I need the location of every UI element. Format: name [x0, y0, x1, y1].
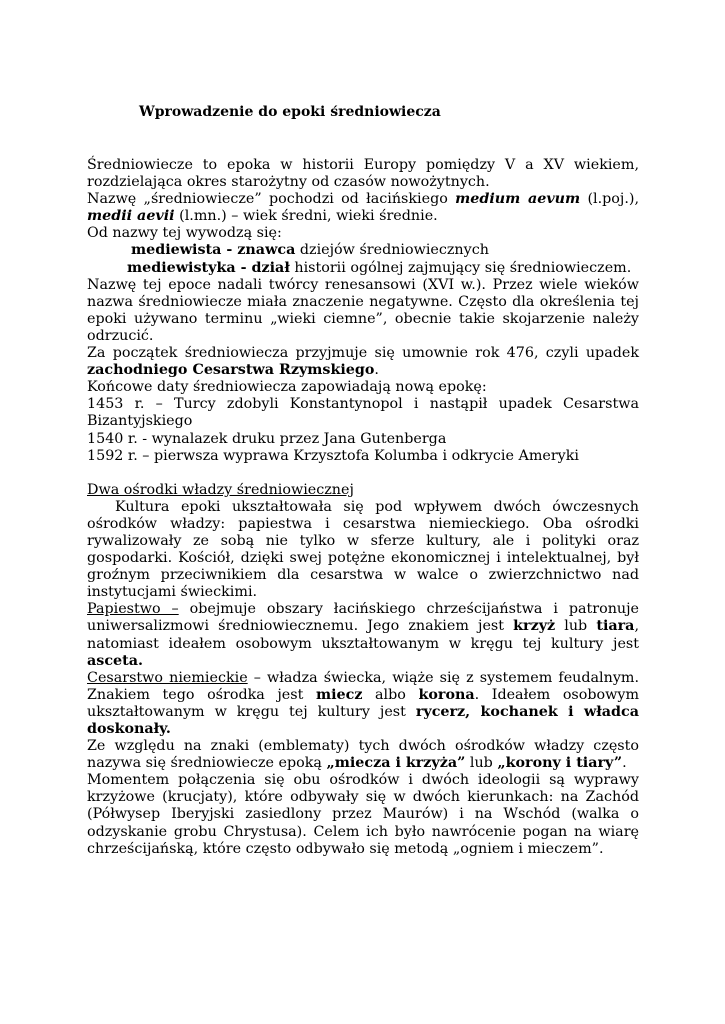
crusades-paragraph: Momentem połączenia się obu ośrodków i dwóch ideologii są wyprawy krzyżowe (krucjaty), które odbywały się w dwóch kierunkach: na Zachód (Półwysep Iberyjski zasiedlony przez Maurów) i na Wschód (walka o odzyskanie grobu Chrystusa). Celem ich było nawrócenie pogan na wiarę chrześcijańską, które często odbywało się metodą „ogniem i mieczem”.	[87, 772, 639, 857]
date-item-1453: 1453 r. – Turcy zdobyli Konstantynopol i nastąpił upadek Cesarstwa Bizantyjskiego	[87, 396, 639, 430]
term-bold: rycerz, kochanek i władca doskonały.	[87, 703, 639, 737]
culture-paragraph: Kultura epoki ukształtowała się pod wpływem dwóch ówczesnych ośrodków władzy: papiestwa i cesarstwa niemieckiego. Oba ośrodki rywalizowały ze sobą nie tylko w sferze kultury, ale i polityki oraz gospodarki. Kościół, dzięki swej potężne ekonomicznej i intelektualnej, był groźnym przeciwnikiem dla cesarstwa w walce o zwierzchnictwo nad instytucjami świeckimi.	[87, 498, 639, 601]
term-bold: „miecza i krzyża”	[326, 755, 466, 772]
section-heading: Dwa ośrodki władzy średniowiecznej	[87, 481, 354, 498]
empire-paragraph	[87, 670, 639, 738]
papacy-paragraph	[87, 601, 639, 669]
term-bold: mediewista - znawca	[131, 242, 296, 259]
text-run: historii ogólnej zajmujący się średniowieczem.	[289, 259, 632, 276]
text-run: . Ideałem osobowym ukształtowanym w kręgu tej kultury jest	[87, 686, 639, 720]
text-run: dziejów średniowiecznych	[295, 242, 489, 259]
name-origin-paragraph	[87, 191, 639, 225]
term-bold: „korony i tiary”	[497, 755, 623, 772]
term-bold: miecz	[315, 686, 363, 703]
text-run: Za początek średniowiecza przyjmuje się umownie rok 476, czyli upadek	[87, 345, 639, 362]
date-item-1540: 1540 r. - wynalazek druku przez Jana Gutenberga	[87, 430, 447, 447]
term-bold: mediewistyka - dział	[127, 259, 290, 276]
intro-paragraph: Średniowiecze to epoka w historii Europy pomiędzy V a XV wiekiem, rozdzielająca okres starożytny od czasów nowożytnych.	[87, 157, 639, 191]
term-bold: krzyż	[513, 618, 556, 635]
text-run: .	[374, 362, 379, 379]
document-title: Wprowadzenie do epoki średniowiecza	[139, 104, 441, 120]
term-bold: asceta.	[87, 652, 143, 669]
derivation-item-mediewista	[87, 242, 639, 259]
term-bold: zachodniego Cesarstwa Rzymskiego	[87, 362, 375, 379]
derivation-item-mediewistyka	[87, 260, 639, 277]
document-body	[87, 157, 639, 858]
text-run: Ze względu na znaki (emblematy) tych dwóch ośrodków władzy często nazywa się średniowiecze epoką	[87, 738, 639, 772]
renaissance-paragraph: Nazwę tej epoce nadali twórcy renesansowi (XVI w.). Przez wiele wieków nazwa średniowiecze miała znaczenie negatywne. Często dla określenia tej epoki używano terminu „wieki ciemne”, obecnie takie skojarzenie należy odrzucić.	[87, 276, 639, 344]
latin-term-singular: medium aevum	[455, 191, 581, 208]
text-run: lub	[465, 755, 498, 772]
date-item-1592: 1592 r. – pierwsza wyprawa Krzysztofa Kolumba i odkrycie Ameryki	[87, 447, 579, 464]
emblems-paragraph	[87, 738, 639, 772]
text-run: albo	[362, 686, 419, 703]
text-run: obejmuje obszary łacińskiego chrześcijaństwa i patronuje uniwersalizmowi średniowiecznemu. Jego znakiem jest	[87, 601, 640, 635]
text-run: – władza świecka, wiąże się z systemem feudalnym. Znakiem tego ośrodka jest	[87, 669, 639, 703]
term-bold: korona	[418, 686, 475, 703]
latin-term-plural: medii aevii	[87, 208, 175, 225]
text-run: (l.poj.),	[580, 191, 640, 208]
underlined-term: Cesarstwo niemieckie	[87, 669, 248, 686]
text-run: .	[622, 755, 627, 772]
underlined-term: Papiestwo –	[87, 601, 179, 618]
text-run: (l.mn.) – wiek średni, wieki średnie.	[174, 208, 438, 225]
text-run: , natomiast ideałem osobowym ukształtowanym w kręgu tej kultury jest	[87, 618, 639, 652]
derivation-intro: Od nazwy tej wywodzą się:	[87, 225, 282, 242]
text-run: Nazwę „średniowiecze” pochodzi od łacińskiego	[87, 191, 456, 208]
term-bold: tiara	[596, 618, 635, 635]
section-gap	[87, 465, 639, 482]
end-dates-intro: Końcowe daty średniowiecza zapowiadają nową epokę:	[87, 379, 487, 396]
start-date-paragraph	[87, 345, 639, 379]
text-run: lub	[555, 618, 597, 635]
